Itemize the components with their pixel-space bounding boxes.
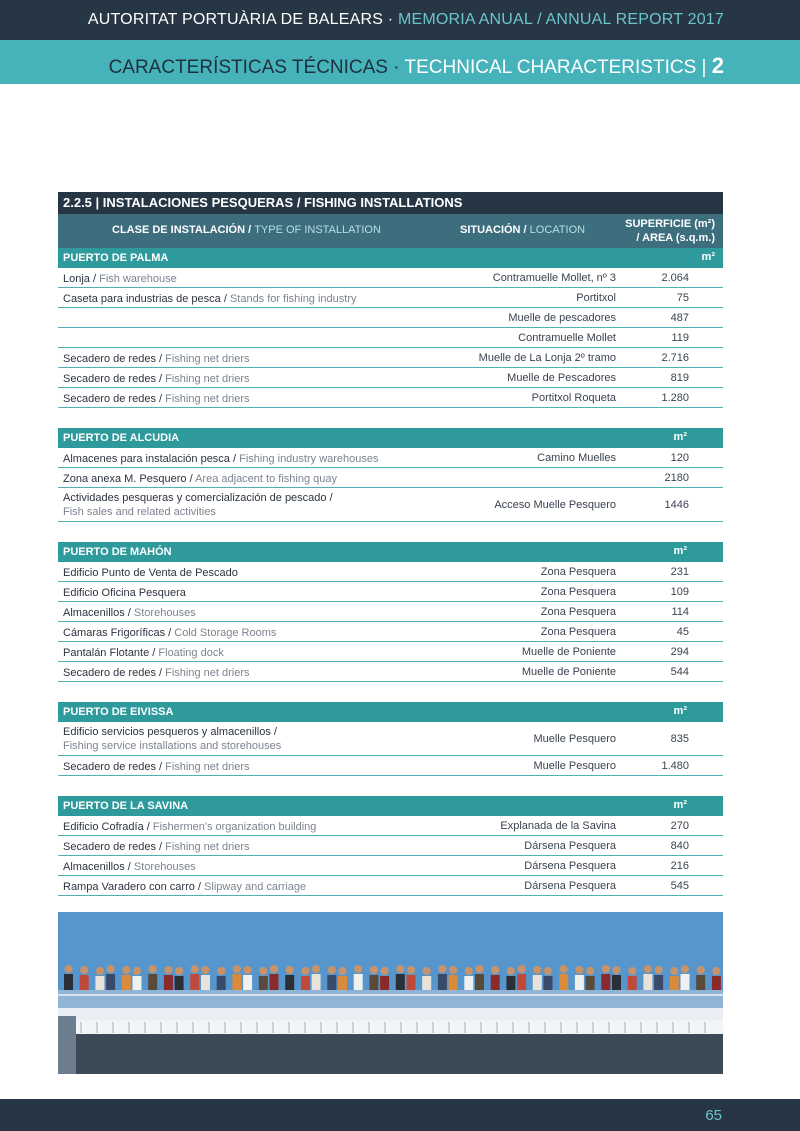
railing-bar xyxy=(58,994,723,996)
installation-type-es: Edificio Cofradía xyxy=(63,821,144,833)
table-row xyxy=(58,448,723,468)
area-cell: 2180 xyxy=(664,472,689,484)
report-annual: ANNUAL REPORT xyxy=(545,11,683,28)
area-cell: 119 xyxy=(671,332,689,344)
section-gap xyxy=(58,682,723,702)
passenger-head xyxy=(491,966,499,974)
section-header xyxy=(58,796,723,816)
passenger-head xyxy=(670,967,678,975)
table-row xyxy=(58,328,723,348)
passenger-head xyxy=(244,966,252,974)
passenger-head xyxy=(560,965,568,973)
report-year: 2017 xyxy=(682,11,724,28)
installation-type-en: Fishing net driers xyxy=(165,373,250,385)
chapter-title-en: TECHNICAL CHARACTERISTICS xyxy=(404,57,697,78)
installation-type-cell xyxy=(63,352,250,366)
installation-type-en: Area adjacent to fishing quay xyxy=(195,473,337,485)
canopy-rib xyxy=(576,1022,578,1033)
location-cell: Muelle de pescadores xyxy=(508,312,616,324)
canopy-rib xyxy=(272,1022,274,1033)
installation-type-sep: / xyxy=(194,881,205,893)
installation-type-cell xyxy=(63,725,281,753)
table-row xyxy=(58,348,723,368)
area-cell: 216 xyxy=(670,860,689,872)
section-name: PUERTO DE EIVISSA xyxy=(63,706,174,718)
installation-type-es: Secadero de redes xyxy=(63,393,156,405)
installation-type-cell xyxy=(63,452,379,466)
installation-type-en: Fishing net driers xyxy=(165,353,250,365)
installation-type-es: Edificio Punto de Venta de Pescado xyxy=(63,567,238,579)
table-row xyxy=(58,622,723,642)
area-cell: 294 xyxy=(670,646,689,658)
installation-type-sep: / xyxy=(155,353,166,365)
passenger-head xyxy=(301,967,309,975)
installation-type-es: Almacenillos xyxy=(63,861,125,873)
table-row xyxy=(58,268,723,288)
section-name: PUERTO DE MAHÓN xyxy=(63,546,172,558)
table-row xyxy=(58,562,723,582)
passenger-head xyxy=(533,966,541,974)
passenger-head xyxy=(655,966,663,974)
canopy-rib xyxy=(624,1022,626,1033)
passenger-head xyxy=(476,965,484,973)
installation-type-es: Edificio servicios pesqueros y almacenillos xyxy=(63,726,271,738)
installation-type-cell xyxy=(63,372,250,386)
canopy-rib xyxy=(128,1022,130,1033)
column-header-type xyxy=(112,224,381,236)
section-gap xyxy=(58,522,723,542)
passenger-head xyxy=(175,967,183,975)
canopy-rib xyxy=(192,1022,194,1033)
table-body xyxy=(58,248,723,896)
section-unit: m² xyxy=(673,705,687,717)
installation-type-en: Slipway and carriage xyxy=(204,881,307,893)
canopy-rib xyxy=(288,1022,290,1033)
chapter-number: 2 xyxy=(711,53,724,78)
ship-deck-edge xyxy=(58,1008,723,1020)
canopy-rib xyxy=(528,1022,530,1033)
chapter-title-es: CARACTERÍSTICAS TÉCNICAS xyxy=(108,57,388,78)
section-header xyxy=(58,542,723,562)
installation-type-sep: / xyxy=(165,627,175,639)
report-title-slash: / xyxy=(532,11,546,28)
installation-type-sep: / xyxy=(229,453,240,465)
passenger-head xyxy=(381,967,389,975)
table-row xyxy=(58,368,723,388)
installation-type-cell xyxy=(63,586,186,600)
installation-type-es: Actividades pesqueras y comercialización de pescado xyxy=(63,492,327,504)
area-cell: 270 xyxy=(670,820,689,832)
passenger-head xyxy=(712,967,720,975)
area-cell: 2.064 xyxy=(661,272,689,284)
installation-type-en: Fishing net driers xyxy=(165,761,250,773)
installation-type-sep: / xyxy=(155,393,166,405)
passenger-head xyxy=(407,966,415,974)
table-row xyxy=(58,582,723,602)
installation-type-cell xyxy=(63,566,238,580)
installation-type-sep: / xyxy=(186,473,196,485)
passenger-head xyxy=(544,967,552,975)
installation-type-es: Caseta para industrias de pesca xyxy=(63,293,221,305)
area-cell: 1446 xyxy=(664,499,689,511)
location-cell: Muelle de Pescadores xyxy=(507,372,616,384)
canopy-rib xyxy=(96,1022,98,1033)
canopy-rib xyxy=(688,1022,690,1033)
section-gap xyxy=(58,776,723,796)
canopy-rib xyxy=(208,1022,210,1033)
location-cell: Contramuelle Mollet xyxy=(518,332,616,344)
canopy-rib xyxy=(368,1022,370,1033)
location-cell: Dársena Pesquera xyxy=(524,840,616,852)
canopy-rib xyxy=(464,1022,466,1033)
installation-type-en: Storehouses xyxy=(133,607,196,619)
location-cell: Camino Muelles xyxy=(537,452,616,464)
canopy-rib xyxy=(400,1022,402,1033)
canopy-rib xyxy=(672,1022,674,1033)
table-row xyxy=(58,662,723,682)
area-cell: 819 xyxy=(670,372,689,384)
canopy-rib xyxy=(224,1022,226,1033)
passenger-head xyxy=(96,967,104,975)
table-header xyxy=(58,214,723,248)
installation-type-cell xyxy=(63,820,316,834)
passenger-head xyxy=(286,966,294,974)
passenger-head xyxy=(575,966,583,974)
area-cell: 231 xyxy=(670,566,689,578)
installation-type-es: Secadero de redes xyxy=(63,373,156,385)
table-row xyxy=(58,756,723,776)
installation-type-cell xyxy=(63,606,196,620)
location-cell: Muelle de La Lonja 2º tramo xyxy=(478,352,616,364)
installation-type-cell xyxy=(63,840,250,854)
passenger-head xyxy=(259,967,267,975)
section-gap xyxy=(58,408,723,428)
installation-type-cell xyxy=(63,392,250,406)
installation-type-cell xyxy=(63,880,306,894)
canopy-rib xyxy=(240,1022,242,1033)
passenger-head xyxy=(449,966,457,974)
passenger-head xyxy=(354,965,362,973)
canopy-rib xyxy=(656,1022,658,1033)
ship-side xyxy=(58,1016,76,1074)
passenger-head xyxy=(613,966,621,974)
table-row xyxy=(58,836,723,856)
section-header xyxy=(58,428,723,448)
canopy-rib xyxy=(448,1022,450,1033)
chapter-separator: · xyxy=(387,57,405,78)
passenger-head xyxy=(122,966,130,974)
installation-type-es: Cámaras Frigoríficas xyxy=(63,627,166,639)
installation-type-sep: / xyxy=(143,821,153,833)
location-cell: Dársena Pesquera xyxy=(524,880,616,892)
section-header xyxy=(58,248,723,268)
report-org: AUTORITAT PORTUÀRIA DE BALEARS xyxy=(87,11,384,28)
location-cell: Muelle de Poniente xyxy=(521,666,616,678)
installation-type-en: Fish sales and related activities xyxy=(63,506,216,518)
installation-type-cell xyxy=(63,646,224,660)
passenger-head xyxy=(628,967,636,975)
column-header-location-en: LOCATION xyxy=(529,224,586,236)
report-memoria: MEMORIA ANUAL xyxy=(397,11,533,28)
location-cell: Portitxol xyxy=(576,292,616,304)
section-name: PUERTO DE PALMA xyxy=(63,252,169,264)
installation-type-es: Rampa Varadero con carro xyxy=(63,881,195,893)
passenger-head xyxy=(465,967,473,975)
installation-type-en: Cold Storage Rooms xyxy=(174,627,277,639)
table-row xyxy=(58,468,723,488)
installation-type-sep: / xyxy=(124,861,134,873)
passenger-head xyxy=(328,966,336,974)
installation-type-cell xyxy=(63,626,276,640)
area-cell: 1.280 xyxy=(661,392,689,404)
canopy-rib xyxy=(640,1022,642,1033)
passenger-head xyxy=(339,967,347,975)
passenger-head xyxy=(270,965,278,973)
canopy-rib xyxy=(160,1022,162,1033)
passenger-head xyxy=(681,965,689,973)
passenger-head xyxy=(396,965,404,973)
fishing-installations-table xyxy=(58,192,723,896)
installation-type-cell xyxy=(63,272,177,286)
installation-type-en: Floating dock xyxy=(158,647,224,659)
installation-type-es: Edificio Oficina Pesquera xyxy=(63,587,186,599)
area-cell: 487 xyxy=(670,312,689,324)
report-title-separator: · xyxy=(383,11,398,28)
column-header-type-sep: / xyxy=(245,224,255,236)
area-cell: 114 xyxy=(671,606,689,618)
column-header-location xyxy=(460,224,585,236)
passenger-head xyxy=(602,965,610,973)
location-cell: Muelle Pesquero xyxy=(533,733,616,745)
installation-type-es: Secadero de redes xyxy=(63,353,156,365)
canopy-rib xyxy=(512,1022,514,1033)
section-unit: m² xyxy=(673,545,687,557)
canopy-rib xyxy=(256,1022,258,1033)
area-cell: 1.480 xyxy=(661,760,689,772)
column-header-type-en: TYPE OF INSTALLATION xyxy=(254,224,381,236)
passenger-head xyxy=(507,967,515,975)
area-cell: 835 xyxy=(670,733,689,745)
location-cell: Explanada de la Savina xyxy=(500,820,616,832)
section-unit: m² xyxy=(673,431,687,443)
installation-type-sep: / xyxy=(155,841,166,853)
table-row xyxy=(58,488,723,522)
canopy-rib xyxy=(176,1022,178,1033)
section-header xyxy=(58,702,723,722)
deck-railing xyxy=(58,990,723,1008)
installation-type-sep: / xyxy=(155,373,166,385)
installation-type-es: Secadero de redes xyxy=(63,841,156,853)
canopy-rib xyxy=(336,1022,338,1033)
area-cell: 2.716 xyxy=(661,352,689,364)
section-unit: m² xyxy=(701,251,715,263)
installation-type-sep: / xyxy=(89,273,100,285)
passenger-head xyxy=(586,967,594,975)
passenger-head xyxy=(133,967,141,975)
installation-type-es: Secadero de redes xyxy=(63,667,156,679)
canopy-rib xyxy=(592,1022,594,1033)
installation-type-es: Almacenes para instalación pesca xyxy=(63,453,230,465)
passenger-head xyxy=(233,965,241,973)
area-cell: 45 xyxy=(676,626,689,638)
chapter-bar-divider: | xyxy=(696,57,712,78)
table-row xyxy=(58,642,723,662)
installation-type-cell xyxy=(63,472,337,486)
table-row xyxy=(58,816,723,836)
location-cell: Muelle de Poniente xyxy=(521,646,616,658)
installation-type-sep: / xyxy=(149,647,159,659)
table-row xyxy=(58,876,723,896)
chapter-bar xyxy=(0,40,800,84)
column-header-location-es: SITUACIÓN xyxy=(460,224,521,236)
passenger-head xyxy=(697,966,705,974)
passenger-head xyxy=(191,965,199,973)
installation-type-sep: / xyxy=(270,726,277,738)
canopy-rib xyxy=(560,1022,562,1033)
section-unit: m² xyxy=(673,799,687,811)
column-header-area-line1: SUPERFICIE (m²) xyxy=(625,218,715,230)
passenger-head xyxy=(423,967,431,975)
canopy-rib xyxy=(320,1022,322,1033)
location-cell: Acceso Muelle Pesquero xyxy=(494,499,616,511)
area-cell: 75 xyxy=(676,292,689,304)
canopy-rib xyxy=(144,1022,146,1033)
location-cell: Zona Pesquera xyxy=(540,606,616,618)
cruise-passengers-photo xyxy=(58,912,723,1074)
canopy-rib xyxy=(544,1022,546,1033)
table-row xyxy=(58,308,723,328)
location-cell: Dársena Pesquera xyxy=(524,860,616,872)
table-row xyxy=(58,722,723,756)
installation-type-es: Pantalán Flotante xyxy=(63,647,150,659)
installation-type-en: Fish warehouse xyxy=(99,273,177,285)
table-row xyxy=(58,856,723,876)
area-cell: 545 xyxy=(670,880,689,892)
installation-type-es: Lonja xyxy=(63,273,90,285)
canopy-rib xyxy=(384,1022,386,1033)
ship-lower-deck xyxy=(76,1034,723,1074)
installation-type-en: Fishermen's organization building xyxy=(152,821,317,833)
column-header-area xyxy=(625,217,715,245)
installation-type-sep: / xyxy=(124,607,134,619)
canopy-rib xyxy=(352,1022,354,1033)
canopy-rib xyxy=(304,1022,306,1033)
report-title xyxy=(88,11,724,29)
passenger-head xyxy=(202,966,210,974)
installation-type-cell xyxy=(63,292,357,306)
installation-type-en: Fishing service installations and storehouses xyxy=(63,740,282,752)
table-row xyxy=(58,288,723,308)
area-cell: 544 xyxy=(670,666,689,678)
location-cell: Zona Pesquera xyxy=(540,626,616,638)
passenger-head xyxy=(217,967,225,975)
table-row xyxy=(58,602,723,622)
installation-type-cell xyxy=(63,760,250,774)
passenger-head xyxy=(438,965,446,973)
section-name: PUERTO DE ALCUDIA xyxy=(63,432,180,444)
installation-type-en: Fishing net driers xyxy=(165,393,250,405)
report-header-bar xyxy=(0,0,800,40)
canopy-rib xyxy=(112,1022,114,1033)
installation-type-en: Fishing net driers xyxy=(165,667,250,679)
passenger-head xyxy=(80,966,88,974)
installation-type-sep: / xyxy=(326,492,333,504)
installation-type-en: Fishing industry warehouses xyxy=(239,453,379,465)
installation-type-sep: / xyxy=(155,667,166,679)
passenger-head xyxy=(164,966,172,974)
installation-type-cell xyxy=(63,666,250,680)
installation-type-cell xyxy=(63,491,333,519)
canopy-rib xyxy=(432,1022,434,1033)
canopy-rib xyxy=(480,1022,482,1033)
column-header-area-line2: / AREA (s.q.m.) xyxy=(636,232,715,244)
installation-type-sep: / xyxy=(220,293,230,305)
passenger-head xyxy=(65,965,73,973)
location-cell: Contramuelle Mollet, nº 3 xyxy=(492,272,616,284)
installation-type-es: Almacenillos xyxy=(63,607,125,619)
table-row xyxy=(58,388,723,408)
column-header-location-sep: / xyxy=(520,224,530,236)
area-cell: 840 xyxy=(670,840,689,852)
passenger-head xyxy=(644,965,652,973)
area-cell: 120 xyxy=(670,452,689,464)
installation-type-es: Zona anexa M. Pesquero xyxy=(63,473,187,485)
location-cell: Zona Pesquera xyxy=(540,586,616,598)
location-cell: Muelle Pesquero xyxy=(533,760,616,772)
installation-type-en: Fishing net driers xyxy=(165,841,250,853)
location-cell: Portitxol Roqueta xyxy=(531,392,616,404)
photo-illustration xyxy=(58,912,723,1074)
installation-type-en: Storehouses xyxy=(133,861,196,873)
passenger-head xyxy=(107,965,115,973)
column-header-type-es: CLASE DE INSTALACIÓN xyxy=(112,224,246,236)
passenger-head xyxy=(149,965,157,973)
canopy-rib xyxy=(496,1022,498,1033)
page-footer xyxy=(0,1099,800,1131)
area-cell: 109 xyxy=(670,586,689,598)
canopy-rib xyxy=(80,1022,82,1033)
page-number: 65 xyxy=(705,1107,722,1124)
canopy-rib xyxy=(608,1022,610,1033)
installation-type-cell xyxy=(63,860,196,874)
canopy-rib xyxy=(704,1022,706,1033)
table-title: 2.2.5 | INSTALACIONES PESQUERAS / FISHING INSTALLATIONS xyxy=(58,192,723,214)
passenger-head xyxy=(518,965,526,973)
passenger-head xyxy=(370,966,378,974)
installation-type-es: Secadero de redes xyxy=(63,761,156,773)
passenger-head xyxy=(312,965,320,973)
installation-type-sep: / xyxy=(155,761,166,773)
section-name: PUERTO DE LA SAVINA xyxy=(63,800,189,812)
location-cell: Zona Pesquera xyxy=(540,566,616,578)
installation-type-en: Stands for fishing industry xyxy=(229,293,357,305)
chapter-title xyxy=(109,53,724,79)
canopy-rib xyxy=(416,1022,418,1033)
